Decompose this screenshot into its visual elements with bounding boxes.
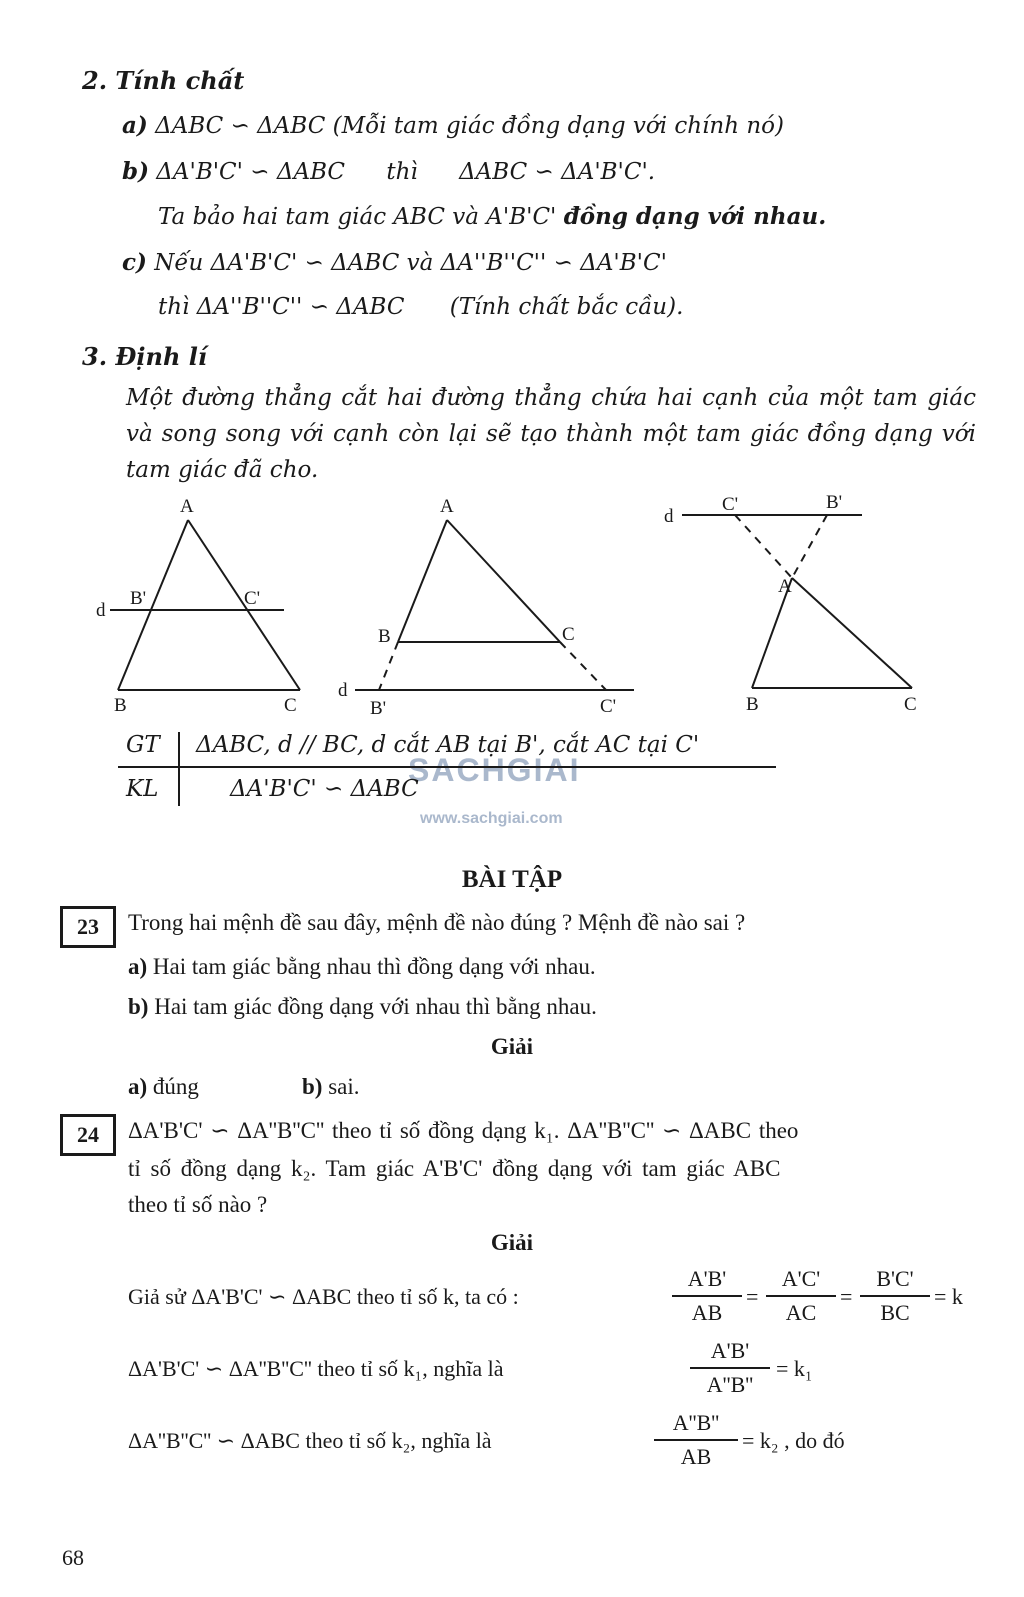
fig1-label-C: C <box>284 695 297 716</box>
fig2-label-A: A <box>440 496 454 517</box>
property-b-right: ΔABC ∽ ΔA'B'C'. <box>459 159 656 185</box>
exercise-23-b <box>128 994 597 1020</box>
property-a <box>122 112 784 139</box>
kl-text: ΔA'B'C' ∽ ΔABC <box>230 776 419 802</box>
solution1-fraction-1 <box>672 1266 742 1326</box>
property-b-note-bold: đồng dạng với nhau. <box>563 203 827 230</box>
property-a-label: a) <box>122 112 148 139</box>
solution2-fraction-den: A''B'' <box>706 1372 754 1397</box>
property-b <box>122 158 655 185</box>
fig1-label-C1: C' <box>244 588 261 609</box>
solution2-fraction-num: A'B' <box>710 1338 750 1363</box>
fig3-label-d: d <box>664 506 674 527</box>
exercise-23-a-text: Hai tam giác bằng nhau thì đồng dạng với nhau. <box>152 954 596 979</box>
exercise-24-line2: tỉ số đồng dạng k₂. Tam giác A'B'C' đồng dạng với tam giác ABC <box>128 1156 781 1181</box>
section-2-heading: 2. Tính chất <box>82 66 245 95</box>
fig3-label-B1: B' <box>826 492 843 513</box>
gt-label: GT <box>126 732 160 758</box>
solution1-fraction-3 <box>860 1266 930 1326</box>
watermark-brand: SACHGIAI <box>408 752 581 788</box>
property-c-text1: Nếu ΔA'B'C' ∽ ΔABC và ΔA''B''C'' ∽ ΔA'B'C' <box>154 250 667 276</box>
solution1-equals-1: = <box>746 1284 759 1309</box>
exercise-23-b-text: Hai tam giác đồng dạng với nhau thì bằng nhau. <box>154 994 597 1019</box>
solution1-fraction-2-num: A'C' <box>781 1266 821 1291</box>
solution1-fraction-3-num: B'C' <box>876 1266 914 1291</box>
exercise-24-solution-line2: ΔA'B'C' ∽ ΔA''B''C'' theo tỉ số k₁, nghĩa là <box>128 1356 504 1381</box>
fig1-label-d: d <box>96 600 106 621</box>
exercise-24-solution-line1: Giả sử ΔA'B'C' ∽ ΔABC theo tỉ số k, ta có : <box>128 1284 519 1309</box>
exercise-23-a-label: a) <box>128 954 148 979</box>
exercise-23-answer-a <box>128 1074 199 1100</box>
fig3-label-C: C <box>904 694 917 715</box>
property-c-label: c) <box>122 249 147 276</box>
solution3-end: = k₂ , do đó <box>742 1428 845 1453</box>
fig2-label-B: B <box>378 626 391 647</box>
gt-kl-divider <box>118 766 776 768</box>
exercises-title: BÀI TẬP <box>461 866 563 893</box>
property-c-line2 <box>158 294 683 320</box>
fig2-label-C: C <box>562 624 575 645</box>
theorem-text: Một đường thẳng cắt hai đường thẳng chứa hai cạnh của một tam giác và song song với cạnh còn lại sẽ tạo thành một tam giác đồng dạng với tam giác đã cho. <box>126 385 976 483</box>
section-3-heading: 3. Định lí <box>82 342 207 371</box>
solution3-fraction-den: AB <box>680 1444 712 1469</box>
solution1-equals-2: = <box>840 1284 853 1309</box>
exercise-23-b-label: b) <box>128 994 149 1019</box>
solution1-fraction-3-den: BC <box>880 1300 910 1325</box>
solution2-fraction <box>690 1338 770 1398</box>
exercise-23-answer-a-label: a) <box>128 1074 148 1099</box>
property-b-left: ΔA'B'C' ∽ ΔABC <box>156 159 346 185</box>
fig2-label-B1: B' <box>370 698 387 719</box>
property-a-text: ΔABC ∽ ΔABC (Mỗi tam giác đồng dạng với chính nó) <box>155 113 784 139</box>
solution3-fraction <box>654 1410 738 1470</box>
property-c-text2: thì ΔA''B''C'' ∽ ΔABC <box>158 294 405 320</box>
kl-label: KL <box>126 776 159 802</box>
solution1-fraction-1-num: A'B' <box>687 1266 727 1291</box>
gt-kl-column-divider <box>178 732 180 806</box>
exercise-24-number: 24 <box>60 1114 116 1156</box>
fig1-label-B1: B' <box>130 588 147 609</box>
solution1-end: = k <box>934 1284 963 1309</box>
theorem-figures <box>0 490 1024 720</box>
exercise-24-line3: theo tỉ số nào ? <box>128 1192 268 1217</box>
property-b-label: b) <box>122 158 149 185</box>
property-b-note <box>158 203 826 230</box>
exercise-23-solution-title: Giải <box>490 1034 534 1059</box>
fig2-label-d: d <box>338 680 348 701</box>
figure-2 <box>338 496 634 719</box>
exercise-23-number: 23 <box>60 906 116 948</box>
solution1-fraction-1-den: AB <box>691 1300 723 1325</box>
exercise-24-solution-title: Giải <box>490 1230 534 1255</box>
solution3-fraction-num: A''B'' <box>672 1410 720 1435</box>
fig1-label-B: B <box>114 695 127 716</box>
property-b-note-prefix: Ta bảo hai tam giác ABC và A'B'C' <box>158 204 557 230</box>
property-c-line1 <box>122 249 667 276</box>
solution1-fraction-2 <box>766 1266 836 1326</box>
exercise-23-answer-b-label: b) <box>302 1074 323 1099</box>
property-b-then: thì <box>386 159 418 185</box>
figure-1 <box>96 496 300 716</box>
exercise-23-answer-b <box>302 1074 360 1100</box>
property-c-note: (Tính chất bắc cầu). <box>449 294 684 320</box>
page-number: 68 <box>62 1545 84 1570</box>
watermark-url: www.sachgiai.com <box>420 810 563 827</box>
exercise-24-solution-line3: ΔA''B''C'' ∽ ΔABC theo tỉ số k₂, nghĩa là <box>128 1428 492 1453</box>
solution1-fraction-2-den: AC <box>785 1300 817 1325</box>
fig3-label-A: A <box>778 576 792 597</box>
fig3-label-C1: C' <box>722 494 739 515</box>
figure-3 <box>664 492 917 715</box>
gt-text: ΔABC, d // BC, d cắt AB tại B', cắt AC tại C' <box>196 732 700 758</box>
exercise-23-a <box>128 954 596 980</box>
fig1-label-A: A <box>180 496 194 517</box>
exercise-24-line1: ΔA'B'C' ∽ ΔA''B''C'' theo tỉ số đồng dạng k₁. ΔA''B''C'' ∽ ΔABC theo <box>128 1118 799 1143</box>
solution2-end: = k₁ <box>776 1356 813 1381</box>
exercise-23-answer-b-text: sai. <box>328 1074 360 1099</box>
exercise-23-answer-a-text: đúng <box>152 1074 199 1099</box>
fig3-label-B: B <box>746 694 759 715</box>
fig2-label-C1: C' <box>600 696 617 717</box>
exercise-23-question: Trong hai mệnh đề sau đây, mệnh đề nào đúng ? Mệnh đề nào sai ? <box>128 910 746 935</box>
